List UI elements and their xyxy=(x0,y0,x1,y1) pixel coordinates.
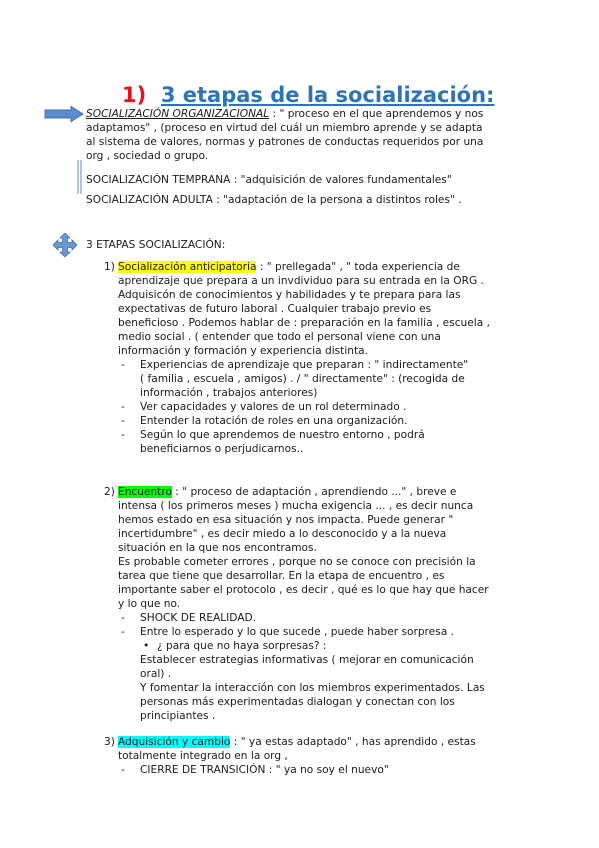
section-heading: 3 ETAPAS SOCIALIZACIÓN: xyxy=(86,239,226,251)
stage-2-line: y lo que no. xyxy=(118,598,181,610)
stage-2-line: Es probable cometer errores , porque no se conoce con precisión la xyxy=(118,556,476,568)
stage-2-line: incertidumbre" , es decir miedo a lo desconocido y a la nueva xyxy=(118,528,447,540)
bullet-dash: - xyxy=(121,429,125,441)
stage-1-line: expectativas de futuro laboral . Cualquier trabajo previo es xyxy=(118,303,432,315)
stage-2-sub-line: oral) . xyxy=(140,668,172,680)
stage-1-line-1: Socialización anticipatoria : " prellegada" , " toda experiencia de xyxy=(118,261,460,273)
term-organizacional: SOCIALIZACIÓN ORGANIZACIONAL xyxy=(86,108,270,120)
def-temprana: SOCIALIZACIÓN TEMPRANA : "adquisición de valores fundamentales" xyxy=(86,174,452,186)
four-way-arrow-icon xyxy=(53,233,77,257)
def-organizacional-line-1: SOCIALIZACIÓN ORGANIZACIONAL : " proceso en el que aprendemos y nos xyxy=(86,108,484,120)
stage-3-line: totalmente integrado en la org , xyxy=(118,750,288,762)
stage-1-line: medio social . ( entender que todo el personal viene con una xyxy=(118,331,441,343)
stage-2-sub-bullet: ¿ para que no haya sorpresas? : xyxy=(157,640,327,652)
bullet-dash: - xyxy=(121,415,125,427)
stage-1-bullet: Ver capacidades y valores de un rol determinado . xyxy=(140,401,407,413)
stage-3-number: 3) xyxy=(104,736,115,748)
stage-2-sub-line: personas más experimentadas dialogan y conectan con los xyxy=(140,696,455,708)
page-title xyxy=(122,82,494,108)
stage-2-bullet: SHOCK DE REALIDAD. xyxy=(140,612,257,624)
stage-1-line: beneficioso . Podemos hablar de : preparación en la familia , escuela , xyxy=(118,317,490,329)
stage-1-bullet: Entender la rotación de roles en una organización. xyxy=(140,415,408,427)
def-line: org , sociedad o grupo. xyxy=(86,150,209,162)
stage-1-line: Adquisicón de conocimientos y habilidades y te prepara para las xyxy=(118,289,461,301)
bullet-dash: - xyxy=(121,764,125,776)
stage-3-line-1: Adquisición y cambio : " ya estas adaptado" , has aprendido , estas xyxy=(118,736,476,748)
stage-2-number: 2) xyxy=(104,486,115,498)
stage-2-sub-line: principiantes . xyxy=(140,710,216,722)
stage-2-sub-line: Establecer estrategias informativas ( mejorar en comunicación xyxy=(140,654,474,666)
stage-2-sub-line: Y fomentar la interacción con los miembros experimentados. Las xyxy=(140,682,485,694)
stage-2-term: Encuentro xyxy=(118,486,172,498)
stage-3-bullet: CIERRE DE TRANSICIÓN : " ya no soy el nuevo" xyxy=(140,764,389,776)
stage-1-bullet-cont: información , trabajos anteriores) xyxy=(140,387,318,399)
right-arrow-icon xyxy=(44,106,84,122)
title-number: 1) xyxy=(122,83,147,107)
stage-1-line: aprendizaje que prepara a un invdividuo para su entrada en la ORG . xyxy=(118,275,484,287)
stage-1-bullet-cont: beneficiarnos o perjudicarnos.. xyxy=(140,443,304,455)
stage-2-line: tarea que tiene que desarrollar. En la etapa de encuentro , es xyxy=(118,570,445,582)
side-bar-decoration xyxy=(80,160,82,194)
stage-1-number: 1) xyxy=(104,261,115,273)
bullet-dash: - xyxy=(121,359,125,371)
stage-3-term: Adquisición y cambio xyxy=(118,736,231,748)
bullet-dot: • xyxy=(143,640,150,652)
stage-2-line: hemos estado en esa situación y nos impacta. Puede generar " xyxy=(118,514,454,526)
stage-1-line: información y formación y experiencia distinta. xyxy=(118,345,368,357)
stage-2-line: situación en la que nos encontramos. xyxy=(118,542,317,554)
stage-1-bullet: Experiencias de aprendizaje que preparan : " indirectamente" xyxy=(140,359,469,371)
def-line: al sistema de valores, normas y patrones de conductas requeridos por una xyxy=(86,136,484,148)
side-bar-decoration xyxy=(77,160,79,194)
stage-2-line: importante saber el protocolo , es decir , qué es lo que hay que hacer xyxy=(118,584,489,596)
stage-2-line-1: Encuentro : " proceso de adaptación , aprendiendo ..." , breve e xyxy=(118,486,457,498)
def-adulta: SOCIALIZACIÓN ADULTA : "adaptación de la persona a distintos roles" . xyxy=(86,194,462,206)
stage-1-bullet-cont: ( familia , escuela , amigos) . / " directamente" : (recogida de xyxy=(140,373,465,385)
bullet-dash: - xyxy=(121,612,125,624)
def-line: adaptamos" , (proceso en virtud del cuál un miembro aprende y se adapta xyxy=(86,122,483,134)
stage-2-bullet: Entre lo esperado y lo que sucede , puede haber sorpresa . xyxy=(140,626,454,638)
bullet-dash: - xyxy=(121,626,125,638)
bullet-dash: - xyxy=(121,401,125,413)
title-text: 3 etapas de la socialización: xyxy=(160,83,495,107)
stage-1-bullet: Según lo que aprendemos de nuestro entorno , podrá xyxy=(140,429,425,441)
stage-1-term: Socialización anticipatoria xyxy=(118,261,257,273)
stage-2-line: intensa ( los primeros meses ) mucha exigencia ... , es decir nunca xyxy=(118,500,474,512)
